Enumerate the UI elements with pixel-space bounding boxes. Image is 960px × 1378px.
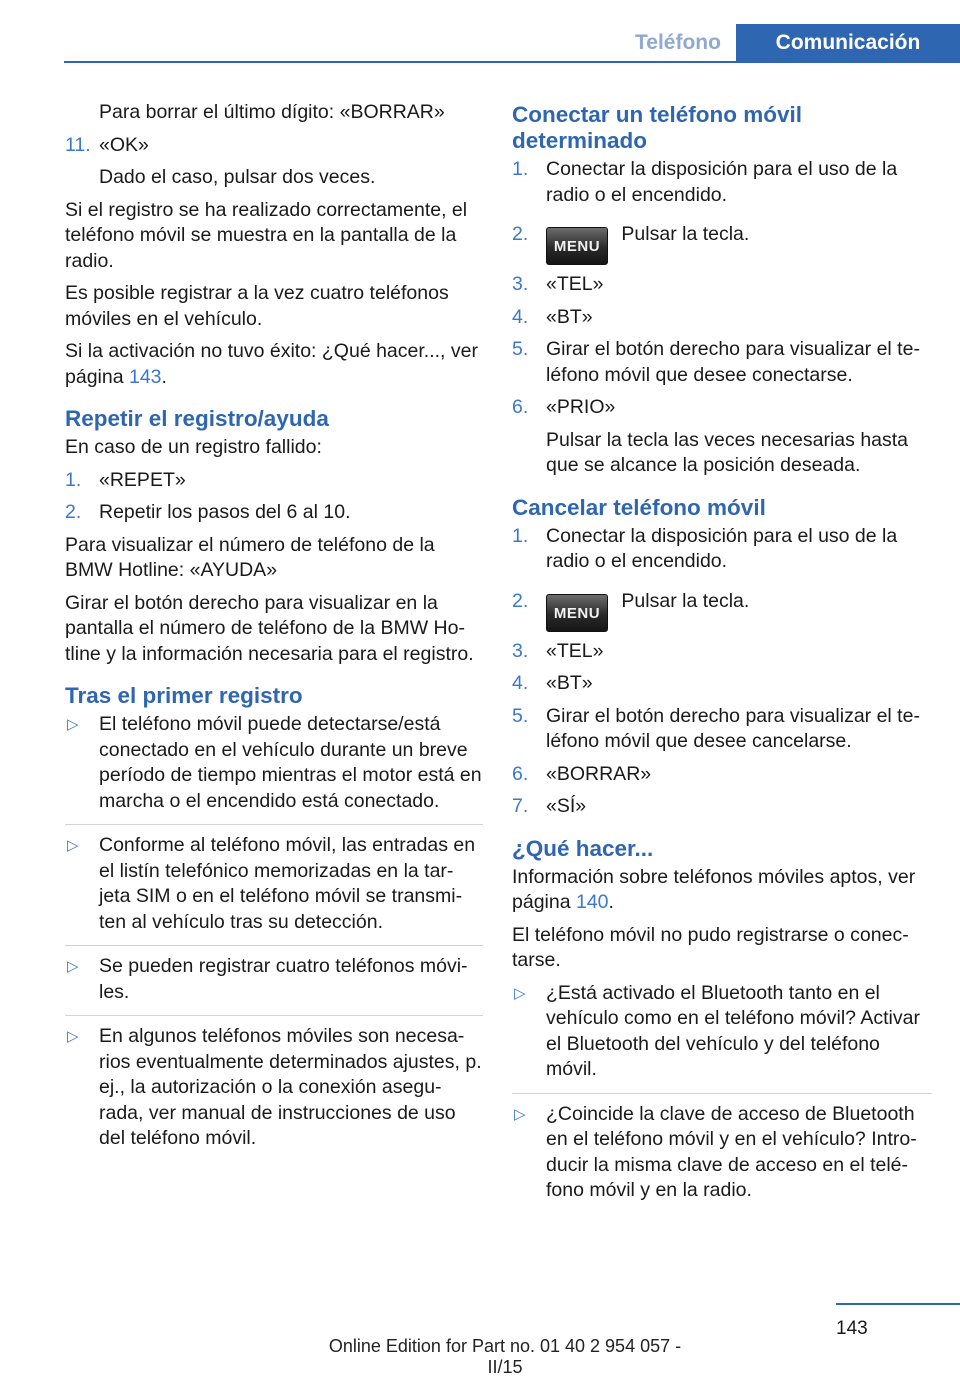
bullet-text: Se pueden registrar cuatro teléfonos móvi‐ les. [99, 955, 468, 1003]
step-text: Repetir los pasos del 6 al 10. [99, 501, 351, 523]
triangle-bullet-icon: ▷ [67, 958, 79, 975]
step-number: 7. [512, 795, 529, 817]
step-number: 6. [512, 762, 529, 785]
page-link-140[interactable]: 140 [575, 891, 609, 913]
list-item [512, 395, 932, 479]
paragraph-end: . [608, 891, 614, 913]
step-text: «TEL» [546, 273, 604, 295]
list-item [65, 954, 483, 1016]
paragraph-text: Información sobre teléfonos móviles aptos, ver página [512, 865, 916, 913]
bullet-text: En algunos teléfonos móviles son necesa‐ rios eventualmente determinados ajustes, p. ej., la autorización o la conexión asegu‐ rada, ver manual de instrucciones de uso del teléfono móvil. [99, 1025, 482, 1149]
step-number: 3. [512, 273, 529, 295]
step-number: 2. [512, 589, 529, 612]
page-header [0, 0, 960, 62]
bullet-text: Conforme al teléfono móvil, las entradas en el listín telefónico memorizadas en la tar‐ jeta SIM o en el teléfono móvil se transmi‐ ten al vehículo tras su detección. [99, 834, 476, 933]
list-item [512, 762, 932, 788]
step-number: 5. [512, 338, 529, 360]
triangle-bullet-icon: ▷ [514, 1105, 526, 1123]
list-item [512, 794, 932, 820]
header-divider [64, 61, 960, 63]
list-item [512, 704, 932, 755]
heading-tras-primer-registro: Tras el primer registro [65, 683, 303, 708]
bullet-text: ¿Está activado el Bluetooth tanto en el vehículo como en el teléfono móvil? Activar el Bluetooth del vehículo y del teléfono móvil. [546, 981, 920, 1080]
step-number: 4. [512, 305, 529, 328]
section-tab-telefono[interactable]: Teléfono [635, 31, 721, 54]
list-item [512, 589, 932, 632]
chapter-tab-comunicacion[interactable]: Comunicación [736, 24, 960, 61]
step-number: 2. [65, 501, 82, 523]
step-number: 5. [512, 704, 529, 727]
step-text: Conectar la disposición para el uso de la radio o el encendido. [546, 524, 898, 572]
step-text: Conectar la disposición para el uso de la radio o el encendido. [546, 158, 898, 206]
list-item [512, 222, 932, 265]
step-number: 6. [512, 396, 529, 418]
step-subtext: Dado el caso, pulsar dos veces. [99, 166, 376, 188]
step-text: Pulsar la tecla. [621, 589, 750, 612]
heading-cancelar-telefono: Cancelar teléfono móvil [512, 494, 766, 520]
paragraph: En caso de un registro fallido: [65, 436, 322, 458]
triangle-bullet-icon: ▷ [67, 1028, 79, 1045]
step-text: «BT» [546, 672, 593, 694]
list-item [512, 157, 932, 208]
step-number: 1. [512, 524, 529, 547]
step-number: 2. [512, 223, 529, 245]
triangle-bullet-icon: ▷ [67, 837, 79, 854]
paragraph: Es posible registrar a la vez cuatro teléfonos móviles en el vehículo. [65, 282, 449, 330]
left-column [65, 100, 483, 1170]
list-item [65, 133, 483, 191]
step-text: «SÍ» [546, 795, 587, 817]
paragraph: El teléfono móvil no pudo registrarse o conec‐ tarse. [512, 923, 909, 971]
step-text: «OK» [99, 133, 149, 156]
step-number: 1. [65, 468, 82, 491]
triangle-bullet-icon: ▷ [67, 716, 79, 733]
bullet-text: El teléfono móvil puede detectarse/está conectado en el vehículo durante un breve período de tiempo mientras el motor está en marcha o el encendido está conectado. [99, 713, 482, 812]
list-item [512, 1102, 932, 1214]
step-text: Girar el botón derecho para visualizar el te‐ léfono móvil que desee cancelarse. [546, 704, 920, 752]
list-item [65, 1024, 483, 1162]
list-item [512, 305, 932, 331]
step-text: «BT» [546, 305, 593, 328]
right-column [512, 100, 932, 1222]
heading-que-hacer: ¿Qué hacer... [512, 835, 654, 861]
step-text: «PRIO» [546, 396, 616, 418]
paragraph-end: . [161, 365, 167, 388]
paragraph: Para visualizar el número de teléfono de la BMW Hotline: «AYUDA» [65, 533, 435, 581]
tras-bullet-list [65, 712, 483, 1162]
step-text: «TEL» [546, 639, 604, 662]
list-item [65, 833, 483, 946]
borrar-text: Para borrar el último dígito: «BORRAR» [99, 101, 445, 123]
heading-conectar-telefono: Conectar un teléfono móvil determinado [512, 102, 803, 153]
list-item [65, 468, 483, 494]
step-text: Girar el botón derecho para visualizar el te‐ léfono móvil que desee conectarse. [546, 338, 920, 386]
paragraph [512, 865, 932, 916]
paragraph-text: Si la activación no tuvo éxito: ¿Qué hacer..., ver página [65, 340, 478, 388]
paragraph: Si el registro se ha realizado correctamente, el teléfono móvil se muestra en la pantalla de la radio. [65, 198, 468, 272]
step-list-11 [65, 133, 483, 191]
step-number: 11. [65, 133, 91, 156]
list-item [512, 671, 932, 697]
triangle-bullet-icon: ▷ [514, 984, 526, 1002]
list-item [512, 272, 932, 298]
step-text: «REPET» [99, 468, 186, 491]
step-text: Pulsar la tecla. [621, 223, 750, 245]
list-item [512, 981, 932, 1094]
step-number: 3. [512, 639, 529, 662]
step-number: 1. [512, 158, 529, 180]
paragraph [65, 339, 483, 390]
bullet-text: ¿Coincide la clave de acceso de Bluetooth en el teléfono móvil y en el vehículo? Intro‐ ducir la misma clave de acceso en el telé‐ fono móvil y en la radio. [546, 1102, 917, 1201]
list-item [512, 524, 932, 575]
que-bullet-list [512, 981, 932, 1214]
menu-button[interactable]: MENU [546, 594, 608, 632]
menu-button[interactable]: MENU [546, 227, 608, 265]
step-text: «BORRAR» [546, 762, 652, 785]
heading-repetir-registro: Repetir el registro/ayuda [65, 406, 329, 431]
list-item [512, 639, 932, 665]
page-number: 143 [836, 1318, 868, 1339]
step-number: 4. [512, 672, 529, 694]
repetir-steps [65, 468, 483, 526]
conectar-steps [512, 157, 932, 479]
cancelar-steps [512, 524, 932, 820]
step-subtext: Pulsar la tecla las veces necesarias hasta que se alcance la posición deseada. [546, 428, 909, 476]
footer-divider [836, 1303, 960, 1305]
list-item [512, 337, 932, 388]
paragraph: Girar el botón derecho para visualizar en la pantalla el número de teléfono de la BMW Ho‐ tline y la información necesaria para el registro. [65, 591, 474, 665]
list-item [65, 500, 483, 526]
page-link-143[interactable]: 143 [128, 365, 162, 388]
online-edition-note: Online Edition for Part no. 01 40 2 954 057 - II/15 [328, 1336, 682, 1377]
list-item [65, 712, 483, 825]
